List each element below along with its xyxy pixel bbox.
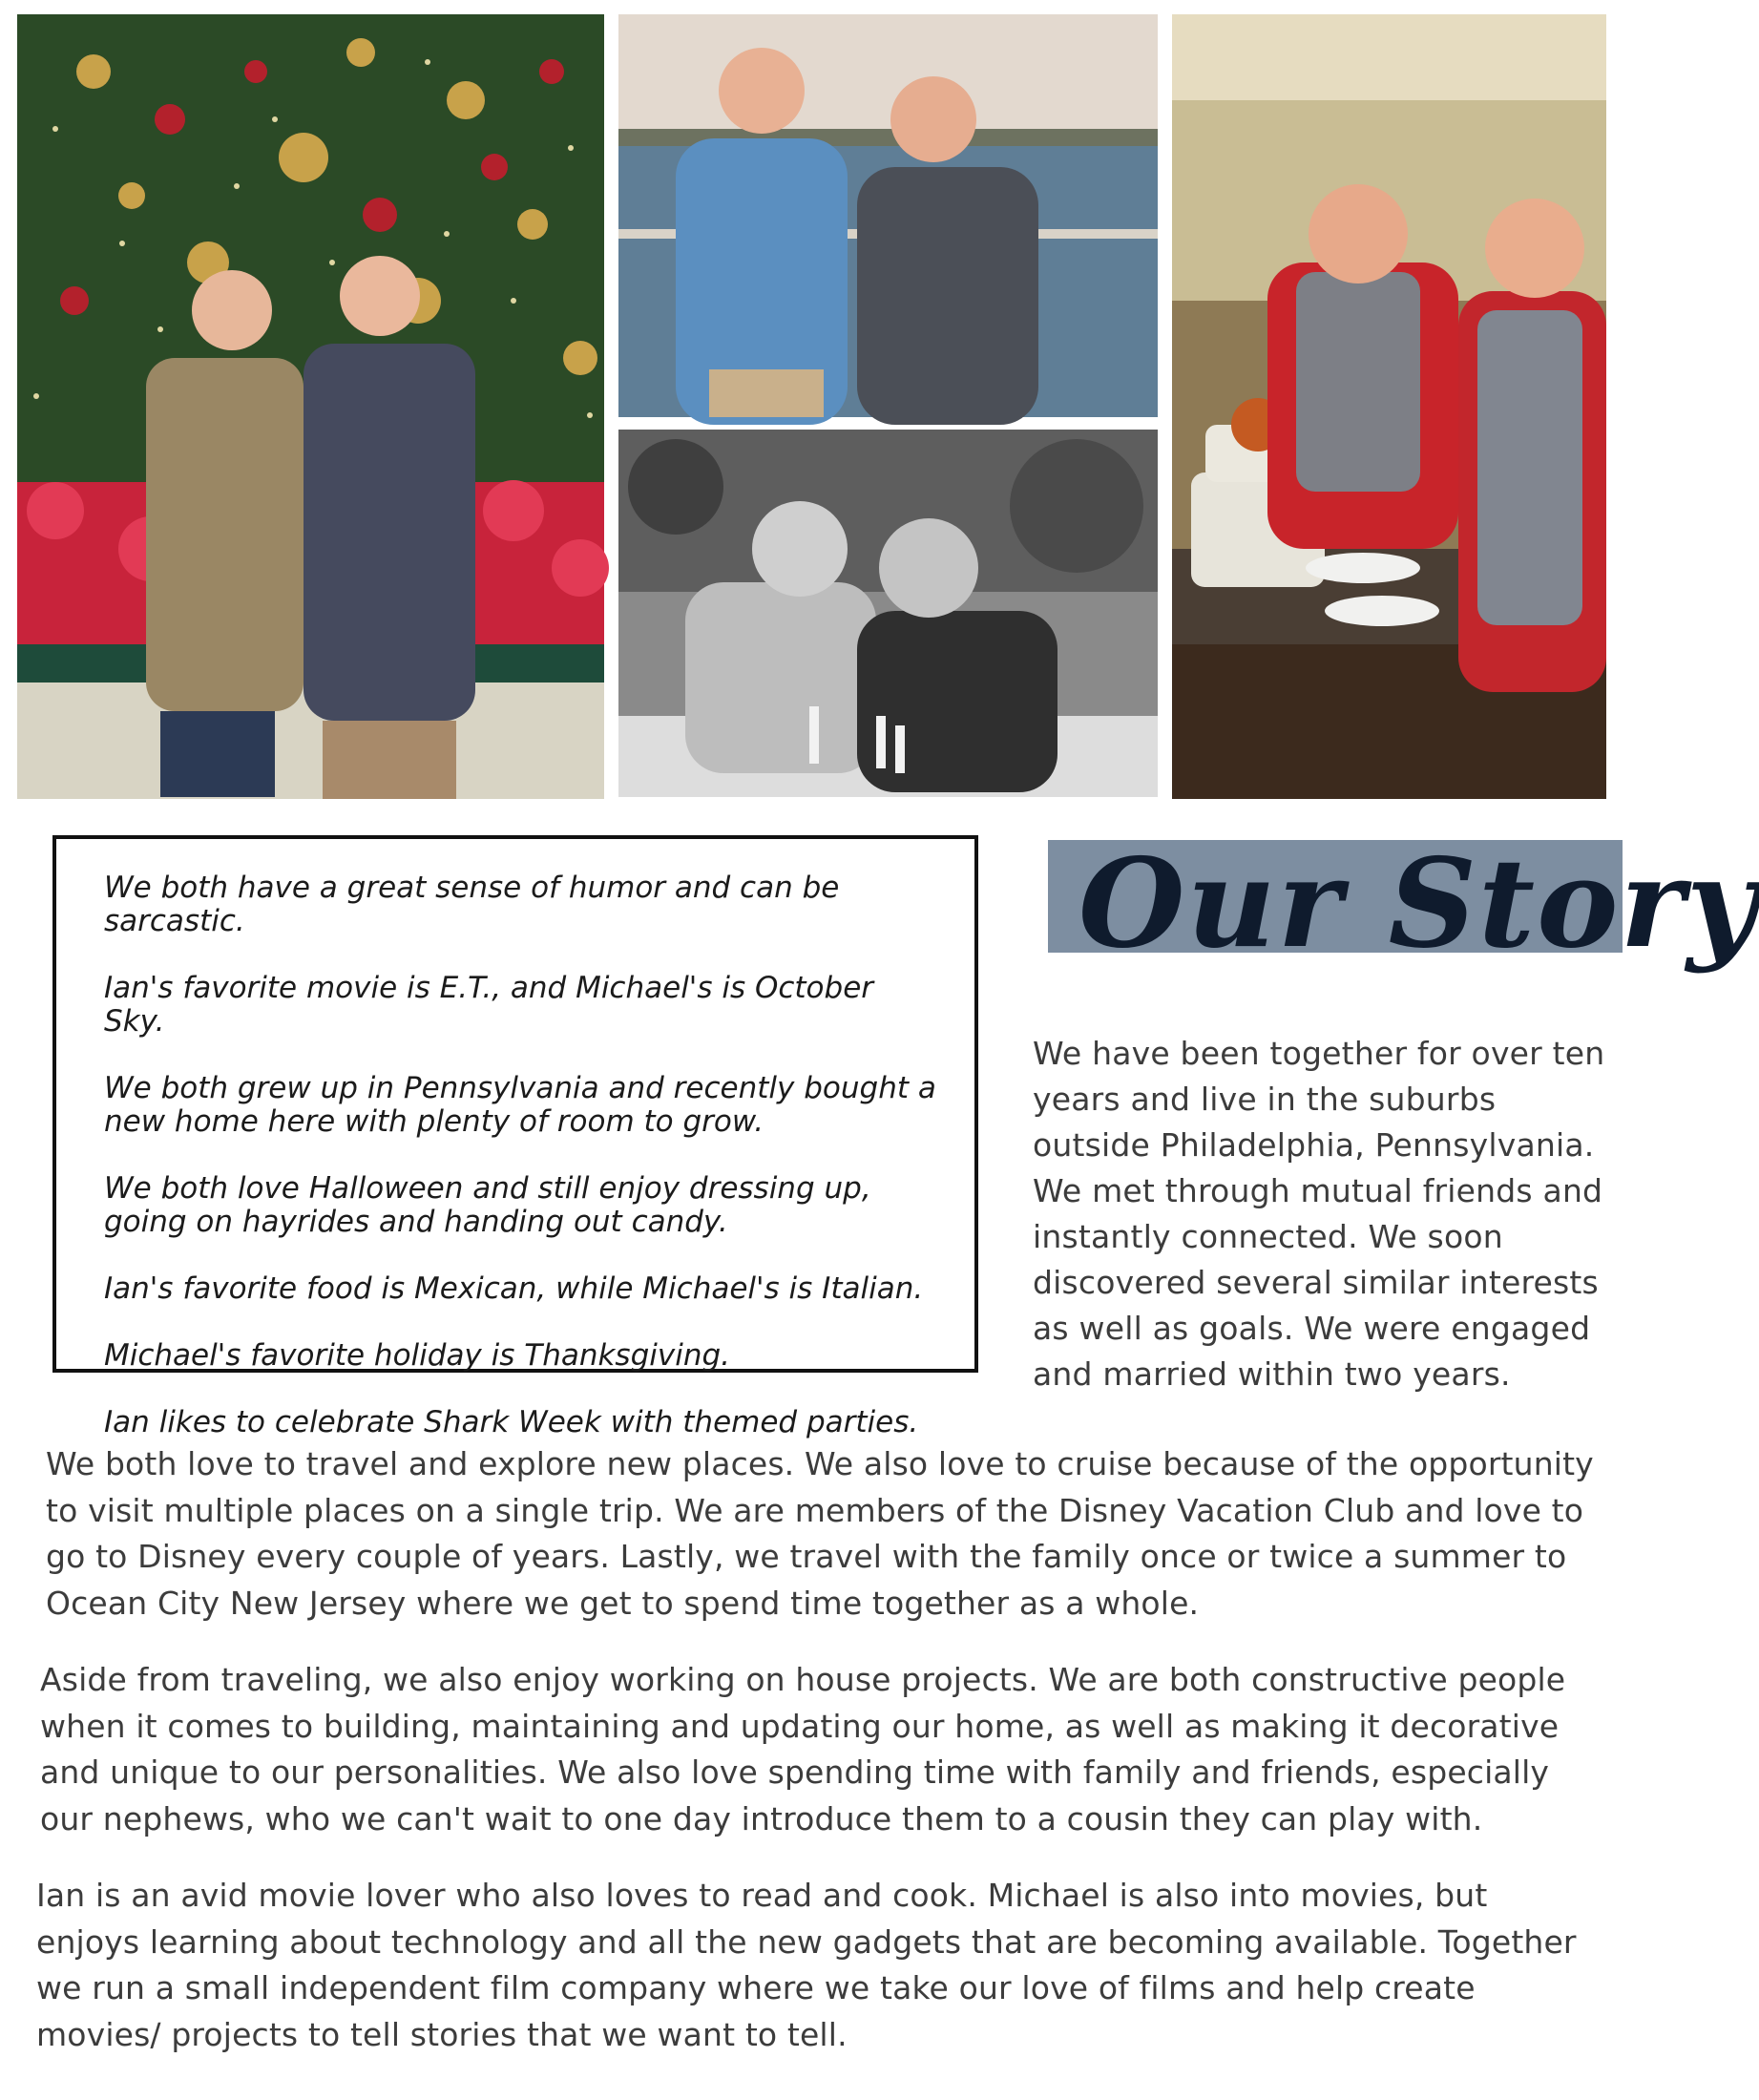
paragraph-projects: Aside from traveling, we also enjoy working on house projects. We are both constructive people when it comes to building, maintaining and updating our home, as well as making it decorative and unique to our personalities. We also love spending time with family and friends, especially our nephews, who we can't wait to one day introduce them to a cousin they can play with. [40,1661,1566,1838]
photo-wedding-cake [1172,14,1606,799]
fact-item: Ian's favorite food is Mexican, while Michael's is Italian. [104,1271,924,1306]
paragraph-travel: We both love to travel and explore new places. We also love to cruise because of the opportunity to visit multiple places on a single trip. We are members of the Disney Vacation Club and love to go to Disney every couple of years. Lastly, we travel with the family once or twice a summer to Ocean City New Jersey where we get to spend time together as a whole. [46,1445,1594,1622]
fact-item: We both love Halloween and still enjoy dressing up, going on hayrides and handing out candy. [104,1171,871,1239]
fact-item: We both have a great sense of humor and can be sarcastic. [104,871,840,938]
fact-item: Ian likes to celebrate Shark Week with themed parties. [104,1405,919,1439]
story-intro: We have been together for over ten years and live in the suburbs outside Philadelphia, Pennsylvania. We met through mutual friends and instantly connected. We soon discovered several similar interests as well as goals. We were engaged and married within two years. [1033,1035,1605,1393]
paragraph-hobbies: Ian is an avid movie lover who also loves to read and cook. Michael is also into movies, but enjoys learning about technology and all the new gadgets that are becoming available. Together we run a small independent film company where we take our love of films and help create movies/ projects to tell stories that we want to tell. [36,1877,1577,2053]
photo-christmas-tree [17,14,604,799]
fact-item: We both grew up in Pennsylvania and recently bought a new home here with plenty of room to grow. [104,1071,936,1139]
fact-item: Michael's favorite holiday is Thanksgiving. [104,1338,731,1373]
story-title: Our Story [1078,832,1759,976]
facts-box [52,835,978,1439]
photo-black-and-white [618,430,1158,797]
photo-waterfront [618,14,1158,417]
fact-item: Ian's favorite movie is E.T., and Michael's is October Sky. [104,971,874,1039]
